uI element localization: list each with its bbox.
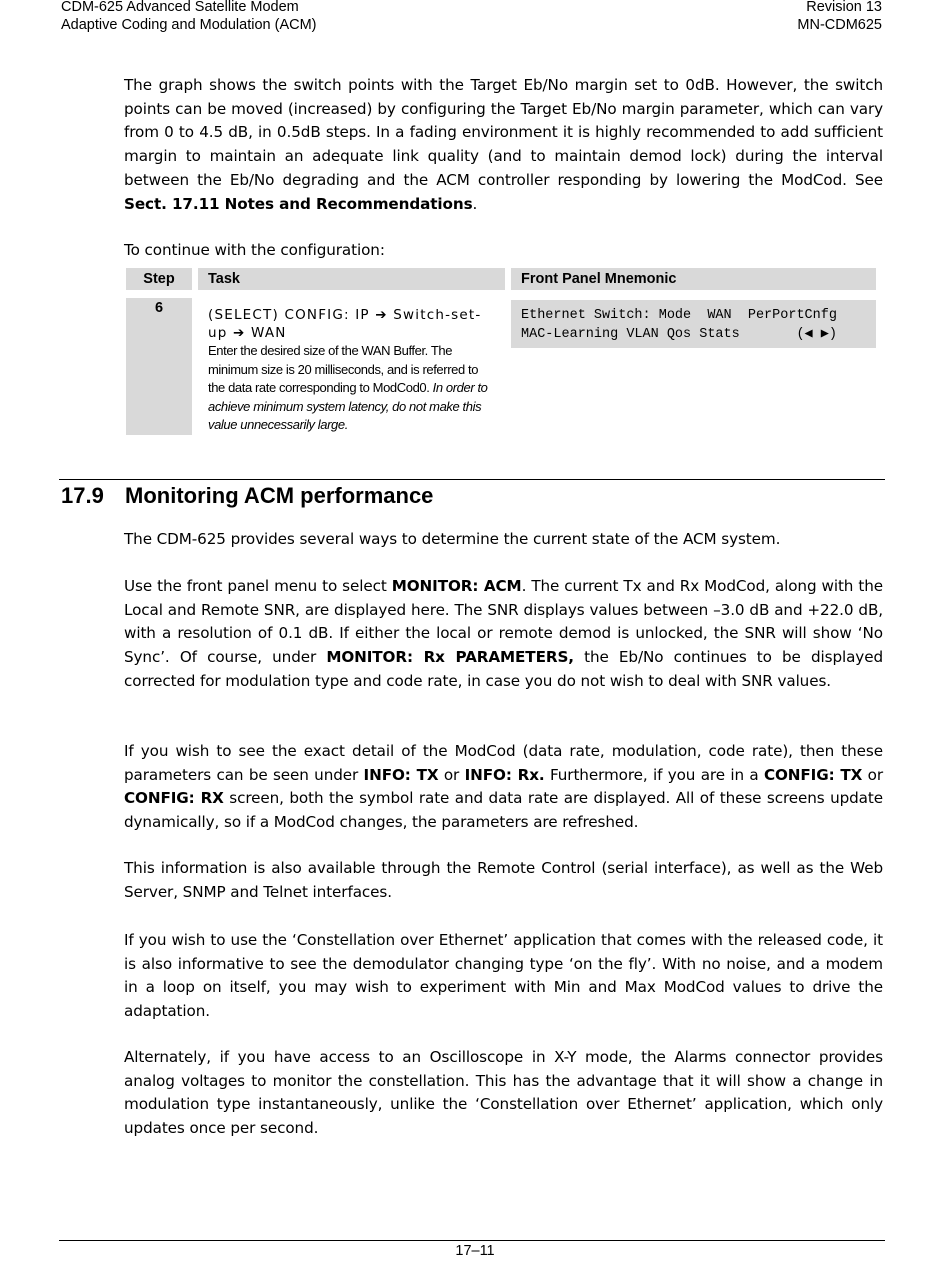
mnemonic-line-2: MAC-Learning VLAN Qos Stats (◀ ▶) <box>521 327 838 342</box>
body-paragraph-3 <box>124 740 883 835</box>
page-header-left <box>61 0 317 34</box>
body-paragraph-1 <box>124 528 883 552</box>
intro-paragraph <box>124 74 883 216</box>
body-3-c: or <box>438 765 465 784</box>
page-number: 17–11 <box>455 1243 495 1259</box>
body-text-4: This information is also available through the Remote Control (serial interface), as well as the Web Server, SNMP and Telnet interfaces. <box>124 859 883 901</box>
body-paragraph-6 <box>124 1046 883 1141</box>
mnemonic-display <box>511 300 876 348</box>
body-paragraph-5 <box>124 929 883 1024</box>
chapter-title: Adaptive Coding and Modulation (ACM) <box>61 17 317 33</box>
section-heading <box>61 482 433 510</box>
body-text-6: Alternately, if you have access to an Oscilloscope in X-Y mode, the Alarms connector provides analog voltages to monitor the constellation. This has the advantage that it will show a change in modulation type instantaneously, unlike the ‘Constellation over Ethernet’ application, which only updates once per second. <box>124 1048 883 1138</box>
section-rule <box>59 479 885 480</box>
body-3-g: or <box>862 765 883 784</box>
col-header-task: Task <box>198 268 505 290</box>
task-command: (SELECT) CONFIG: IP ➔ Switch-set-up ➔ WAN <box>208 307 482 341</box>
menu-ref-info-tx: INFO: TX <box>363 765 439 784</box>
body-3-a: If you wish to see the exact detail of the ModCod (data rate, modulation, code rate), then these parameters can be seen under <box>124 742 883 784</box>
section-number: 17.9 <box>61 483 104 508</box>
continue-paragraph <box>124 239 883 263</box>
menu-ref-monitor-rx: MONITOR: Rx PARAMETERS, <box>326 648 574 667</box>
page-header-right <box>797 0 882 34</box>
task-desc-note: In order to achieve minimum system latency, do not make this value unnecessarily large. <box>208 380 488 432</box>
body-paragraph-4 <box>124 857 883 904</box>
intro-period: . <box>472 194 478 213</box>
body-2-e: the Eb/No continues to be displayed corrected for modulation type and code rate, in case you do not wish to deal with SNR values. <box>124 648 883 690</box>
menu-ref-monitor-acm: MONITOR: ACM <box>391 577 522 595</box>
revision: Revision 13 <box>806 0 882 15</box>
section-reference: Sect. 17.11 Notes and Recommendations <box>124 194 473 213</box>
mnemonic-line-1: Ethernet Switch: Mode WAN PerPortCnfg <box>521 308 837 323</box>
col-header-step: Step <box>126 268 192 290</box>
doc-title: CDM-625 Advanced Satellite Modem <box>61 0 299 15</box>
body-2-c: . The current Tx and Rx ModCod, along with the Local and Remote SNR, are displayed here. The SNR displays values between –3.0 dB and +22.0 dB, with a resolution of 0.1 dB. If either the local or remote demod is unlocked, the SNR will show ‘No Sync’. Of course, under <box>124 577 883 667</box>
doc-number: MN-CDM625 <box>797 17 882 33</box>
menu-ref-config-tx: CONFIG: TX <box>763 765 863 784</box>
task-cell <box>208 306 498 435</box>
task-description <box>208 342 498 435</box>
body-3-i: screen, both the symbol rate and data rate are displayed. All of these screens update dynamically, so if a ModCod changes, the parameters are refreshed. <box>124 789 883 832</box>
menu-ref-info-rx: INFO: Rx. <box>464 765 545 784</box>
section-title: Monitoring ACM performance <box>125 483 434 508</box>
intro-text: The graph shows the switch points with the Target Eb/No margin set to 0dB. However, the switch points can be moved (increased) by configuring the Target Eb/No margin parameter, which can vary from 0 to 4.5 dB, in 0.5dB steps. In a fading environment it is highly recommended to add sufficient margin to maintain an adequate link quality (and to maintain demod lock) during the interval between the Eb/No degrading and the ACM controller responding by lowering the ModCod. See <box>124 76 883 189</box>
task-desc-text: Enter the desired size of the WAN Buffer. The minimum size is 20 milliseconds, and is referred to the data rate corresponding to ModCod0. <box>208 343 479 395</box>
footer-rule <box>59 1240 885 1241</box>
body-3-e: Furthermore, if you are in a <box>544 765 764 784</box>
body-paragraph-2 <box>124 575 883 694</box>
body-text-5: If you wish to use the ‘Constellation over Ethernet’ application that comes with the released code, it is also informative to see the demodulator changing type ‘on the fly’. With no noise, and a modem in a loop on itself, you may wish to experiment with Min and Max ModCod values to drive the adaptation. <box>124 931 883 1021</box>
menu-ref-config-rx: CONFIG: RX <box>124 789 224 808</box>
body-2-a: Use the front panel menu to select <box>124 577 392 595</box>
continue-text: To continue with the configuration: <box>124 241 385 259</box>
col-header-mnemonic: Front Panel Mnemonic <box>511 268 876 290</box>
body-text-1: The CDM-625 provides several ways to determine the current state of the ACM system. <box>124 530 781 548</box>
step-number: 6 <box>126 298 192 435</box>
